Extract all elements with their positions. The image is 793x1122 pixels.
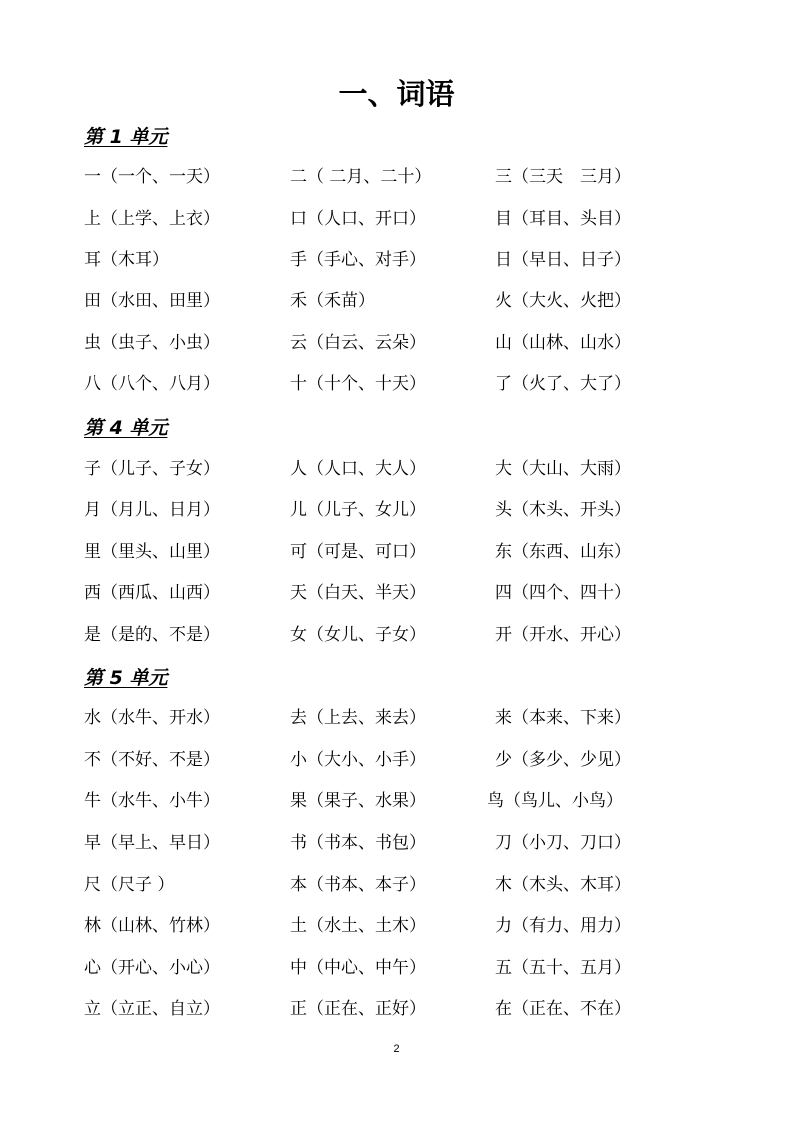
word-entry: 目（耳目、头目） — [495, 209, 631, 229]
word-entry: 里（里头、山里） — [84, 542, 220, 562]
word-entry: 人（人口、大人） — [290, 459, 426, 479]
word-entry: 力（有力、用力） — [495, 916, 631, 936]
word-entry: 耳（木耳） — [84, 250, 169, 270]
word-entry: 心（开心、小心） — [84, 958, 220, 978]
word-entry: 正（正在、正好） — [290, 999, 426, 1019]
table-row — [0, 955, 793, 981]
word-entry: 三（三天 三月） — [495, 167, 631, 187]
word-entry: 水（水牛、开水） — [84, 708, 220, 728]
word-entry: 开（开水、开心） — [495, 625, 631, 645]
word-entry: 鸟（鸟儿、小鸟） — [487, 791, 623, 811]
word-entry: 上（上学、上衣） — [84, 209, 220, 229]
word-entry: 刀（小刀、刀口） — [495, 833, 631, 853]
word-entry: 火（大火、火把） — [495, 291, 631, 311]
word-entry: 女（女儿、子女） — [290, 625, 426, 645]
word-entry: 土（水土、土木） — [290, 916, 426, 936]
word-entry: 可（可是、可口） — [290, 542, 426, 562]
word-entry: 山（山林、山水） — [495, 333, 631, 353]
table-row — [0, 497, 793, 523]
word-entry: 手（手心、对手） — [290, 250, 426, 270]
word-entry: 子（儿子、子女） — [84, 459, 220, 479]
word-entry: 早（早上、早日） — [84, 833, 220, 853]
word-entry: 东（东西、山东） — [495, 542, 631, 562]
word-entry: 去（上去、来去） — [290, 708, 426, 728]
word-entry: 林（山林、竹林） — [84, 916, 220, 936]
word-entry: 月（月儿、日月） — [84, 500, 220, 520]
table-row — [0, 872, 793, 898]
word-entry: 来（本来、下来） — [495, 708, 631, 728]
word-entry: 儿（儿子、女儿） — [290, 500, 426, 520]
word-entry: 本（书本、本子） — [290, 875, 426, 895]
table-row — [0, 996, 793, 1022]
word-entry: 虫（虫子、小虫） — [84, 333, 220, 353]
word-entry: 二（ 二月、二十） — [290, 167, 432, 187]
table-row — [0, 371, 793, 397]
page-title: 一、词语 — [338, 77, 455, 111]
table-row — [0, 622, 793, 648]
word-entry: 木（木头、木耳） — [495, 875, 631, 895]
table-row — [0, 580, 793, 606]
word-entry: 云（白云、云朵） — [290, 333, 426, 353]
word-entry: 一（一个、一天） — [84, 167, 220, 187]
table-row — [0, 830, 793, 856]
word-entry: 西（西瓜、山西） — [84, 583, 220, 603]
section-heading-unit-5: 第 5 单元 — [84, 667, 168, 689]
table-row — [0, 247, 793, 273]
table-row — [0, 539, 793, 565]
word-entry: 书（书本、书包） — [290, 833, 426, 853]
page-number: 2 — [393, 1043, 400, 1055]
table-row — [0, 206, 793, 232]
word-entry: 五（五十、五月） — [495, 958, 631, 978]
word-entry: 是（是的、不是） — [84, 625, 220, 645]
word-entry: 小（大小、小手） — [290, 750, 426, 770]
word-entry: 不（不好、不是） — [84, 750, 220, 770]
table-row — [0, 705, 793, 731]
word-entry: 八（八个、八月） — [84, 374, 220, 394]
word-entry: 在（正在、不在） — [495, 999, 631, 1019]
table-row — [0, 330, 793, 356]
word-entry: 田（水田、田里） — [84, 291, 220, 311]
word-entry: 立（立正、自立） — [84, 999, 220, 1019]
word-entry: 禾（禾苗） — [290, 291, 375, 311]
word-entry: 天（白天、半天） — [290, 583, 426, 603]
section-heading-unit-4: 第 4 单元 — [84, 417, 168, 439]
table-row — [0, 747, 793, 773]
word-entry: 口（人口、开口） — [290, 209, 426, 229]
section-heading-unit-1: 第 1 单元 — [84, 126, 168, 148]
table-row — [0, 288, 793, 314]
word-entry: 了（火了、大了） — [495, 374, 631, 394]
word-entry: 尺（尺子 ） — [84, 875, 175, 895]
word-entry: 头（木头、开头） — [495, 500, 631, 520]
word-entry: 中（中心、中午） — [290, 958, 426, 978]
word-entry: 果（果子、水果） — [290, 791, 426, 811]
word-entry: 少（多少、少见） — [495, 750, 631, 770]
word-entry: 牛（水牛、小牛） — [84, 791, 220, 811]
word-entry: 四（四个、四十） — [495, 583, 631, 603]
table-row — [0, 164, 793, 190]
word-entry: 十（十个、十天） — [290, 374, 426, 394]
table-row — [0, 456, 793, 482]
word-entry: 日（早日、日子） — [495, 250, 631, 270]
word-entry: 大（大山、大雨） — [495, 459, 631, 479]
table-row — [0, 788, 793, 814]
table-row — [0, 913, 793, 939]
